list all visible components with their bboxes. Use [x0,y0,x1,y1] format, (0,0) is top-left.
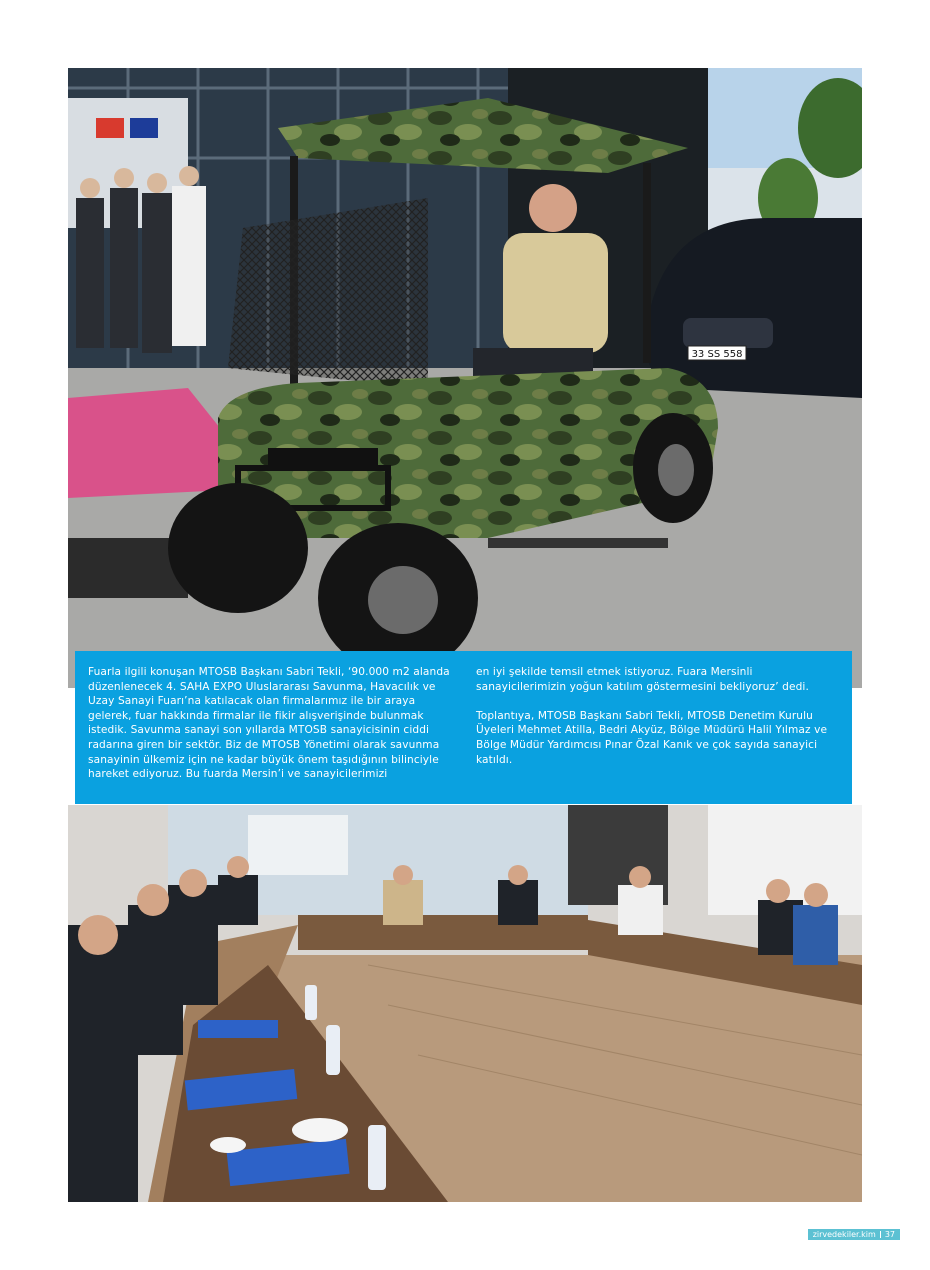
article-text-box [75,651,852,804]
bottom-photo [68,805,862,1202]
article-paragraph-1: Fuarla ilgili konuşan MTOSB Başkanı Sabri Tekli, ‘90.000 m2 alanda düzenlenecek 4. SAHA EXPO Uluslararası Savunma, Havacılık ve Uzay Sanayi Fuarı’na katılacak olan firmalarımız ile bir araya gelerek, fuar hakkında firmalar ile fikir alışverişinde bulunmak istedik. Savunma sanayi son yıllarda MTOSB sanayicisinin ciddi radarına giren bir sektör. Biz de MTOSB Yönetimi olarak savunma sanayinin ülkemiz için ne kadar büyük önem taşıdığının bilinciyle hareket ediyoruz. Bu fuarda Mersin’i ve sanayicilerimizi [88,666,450,781]
license-plate-text: 33 SS 558 [691,349,743,360]
footer-site[interactable]: zirvedekiler.kim [812,1230,876,1239]
article-paragraph-2: en iyi şekilde temsil etmek istiyoruz. Fuara Mersinli sanayicilerimizin yoğun katılım göstermesini bekliyoruz’ dedi. [476,666,809,693]
meeting-room-photo [68,805,862,1202]
top-photo [68,68,862,688]
page-footer [808,1229,900,1240]
article-column-left [88,665,450,794]
footer-separator [880,1231,881,1238]
article-column-right [476,665,838,794]
page-number: 37 [884,1230,895,1239]
article-paragraph-3: Toplantıya, MTOSB Başkanı Sabri Tekli, MTOSB Denetim Kurulu Üyeleri Mehmet Atilla, Bedri Akyüz, Bölge Müdürü Halil Yılmaz ve Bölge Müdür Yardımcısı Pınar Özal Kanık ve çok sayıda sanayici katıldı. [476,709,828,766]
golf-cart-photo [68,68,862,688]
